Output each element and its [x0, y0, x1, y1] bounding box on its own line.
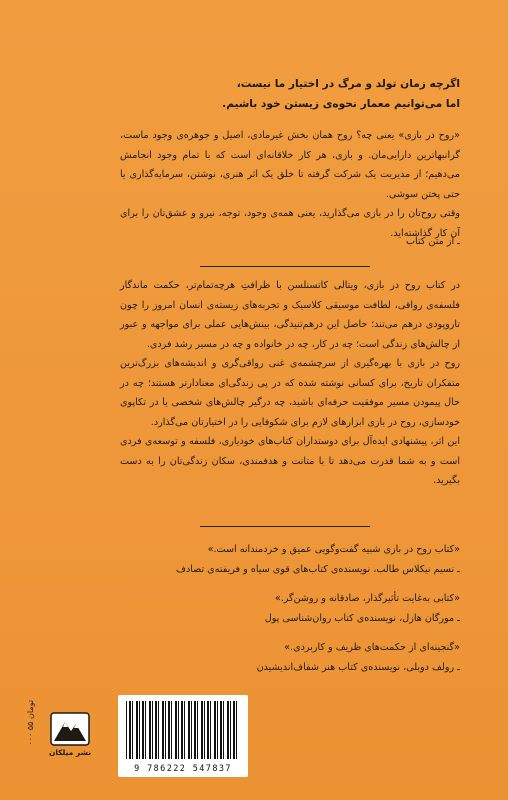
description: [120, 276, 460, 491]
blurb-quote: «کتابی به‌غایت تأثیرگذار، صادقانه و روشن‌گر.»: [274, 593, 460, 604]
mountains-icon: [50, 712, 90, 746]
description-paragraph-1: در کتاب روح در بازی، ویتالی کاتسنلسن با ظرافتِ هرچه‌تمام‌تر، حکمت ماندگار فلسفه‌ی رواقی، لطافت موسیقی کلاسیک و تجربه‌های زیسته‌ی انسان امروز را چون تارو‌پودی درهم می‌تند؛ حاصل این درهم‌تنیدگی، بینش‌هایی عملی برای مواجهه و عبور از چالش‌های زندگی است؛ چه در کار، چه در خانواده و چه در مسیر رشد فردی.: [120, 280, 460, 350]
blurb: [120, 638, 460, 677]
divider-bottom: [200, 526, 370, 527]
description-paragraph-2: روح در بازی با بهره‌گیری از سرچشمه‌ی غنی رواقی‌گری و اندیشه‌های بزرگ‌ترین متفکران تاریخ، برای کسانی نوشته شده که در پی زندگی‌ای معنادارتر هستند؛ چه در حال پیمودن مسیر موفقیت حرفه‌ای باشید، چه درگیر چالش‌های شخصی یا در تکاپوی خودسازی، روح در بازی ابزارهای لازم برای شکوفایی را در اختیارتان می‌گذارد.: [120, 358, 460, 428]
blurb-author: ـ نسیم نیکلاس طالب، نویسنده‌ی کتاب‌های قوی سیاه و فریفته‌ی تصادف: [176, 563, 460, 575]
description-paragraph-3: این اثر، پیشنهادی ایده‌آل برای دوستداران کتاب‌های خودیاری، فلسفه و توسعه‌ی فردی است و به شما قدرت می‌دهد تا با متانت و هدفمندی، سکان زندگی‌تان را به دست بگیرید.: [120, 436, 460, 486]
publisher-name: نشر میلکان: [48, 748, 92, 757]
divider-top: [200, 266, 370, 267]
excerpt-source: ـ از متن کتاب: [405, 236, 460, 247]
blurb: [120, 540, 460, 579]
blurbs: [120, 540, 460, 687]
blurb-quote: «گنجینه‌ای از حکمت‌های ظریف و کاربردی.»: [284, 642, 460, 653]
headline: [150, 74, 460, 114]
headline-line-1: اگرچه زمان تولد و مرگ در اختیار ما نیست،: [236, 78, 460, 90]
excerpt-paragraph-2: وقتی روح‌تان را در بازی می‌گذارید، یعنی همه‌ی وجود، توجه، نیرو و عشق‌تان را برای آن کار گذاشته‌اید.: [120, 208, 460, 239]
blurb-quote: «کتاب روح در بازی شبیه گفت‌وگویی عمیق و خردمندانه است.»: [207, 544, 460, 555]
publisher-logo: [48, 712, 92, 768]
blurb-author: ـ رولف دوبلی، نویسنده‌ی کتاب هنر شفاف‌اندیشیدن: [256, 661, 460, 673]
barcode-digits: 9 786222 547837: [134, 764, 232, 774]
barcode-bars: [126, 701, 240, 759]
headline-line-2: اما می‌توانیم معمار نحوه‌ی زیستن خود باشیم.: [222, 98, 460, 110]
blurb: [120, 589, 460, 628]
price-label: ۰۰۰ ۵۵ تومان: [26, 700, 35, 746]
excerpt-paragraph-1: «روح در بازی» یعنی چه؟ روح همان بخش غیرمادی، اصیل و جوهره‌ی وجود ماست، گرانبهاترین دارایی‌مان. و بازی، هر کار خلاقانه‌ای است که با تمام وجود انجامش می‌دهیم؛ از مدیریت یک شرکت گرفته تا خلق یک اثر هنری، نوشتن، سرمایه‌گذاری یا حتی پختن سوشی.: [120, 130, 460, 200]
blurb-author: ـ مورگان هازل، نویسنده‌ی کتاب روان‌شناسی پول: [264, 612, 460, 624]
excerpt: [120, 126, 460, 243]
isbn-barcode: [118, 695, 248, 777]
